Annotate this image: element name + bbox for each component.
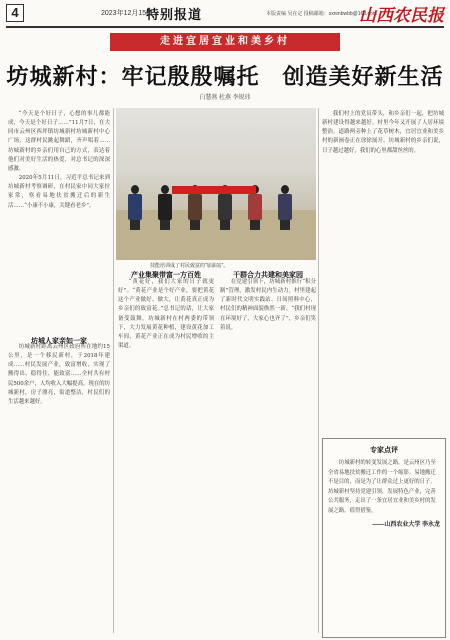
news-photo [116,108,316,260]
subheading-3: 干群合力共建和美家园 [233,272,303,279]
subheading-1: 坊城人家亲如一家 [31,338,87,345]
person-figure [128,185,142,230]
column-rule [113,108,114,633]
body-paragraph: 在党建引领下，坊城新村推行“积分制”管理，激发村民内生动力。村里建起了新时代文明实践站、日间照料中心，村民们的精神面貌焕然一新。“我们村现在环境好了，大家心也齐了”，乡亲们笑着说。 [220,279,316,331]
box-author: ——山西农业大学 李永龙 [372,521,440,528]
topic-banner: 走进宜居宜业和美乡村 [110,33,340,51]
issue-date: 2023年12月15日 [101,10,154,17]
page-number: 4 [6,4,24,22]
intro-paragraph-2: 2020年5月11日，习近平总书记来到坊城新村考察调研，在村民家中同大家拉家常，察看易地扶贫搬迁后的新生活……“小康不小康，关键看老乡”。 [8,175,110,209]
expert-comment-box [322,438,446,638]
box-text: 坊城新村的转变发展之路，是云州区乃至全省易地扶贫搬迁工作的一个缩影。易地搬迁不是目的，而是为了让群众过上更好的日子。坊城新村坚持党建引领，发展特色产业，完善公共服务，走出了一条宜居宜业和美乡村的发展之路，值得借鉴。 [328,460,436,514]
photo-caption: 技能培训成了村民致富的“加油站”。 [150,263,229,269]
middle-column [118,278,214,633]
red-banner [172,186,256,194]
page-header [6,4,444,24]
editor-line: 本版责编 吴在定 投稿邮箱：sxnmbwbb@163.com [266,11,377,17]
right-column [322,110,444,430]
subheading-2: 产业集聚带富一方百姓 [131,272,201,279]
body-paragraph: 坊城新村距离云州区政府所在地约15公里，是一个移民新村，于2018年建成……村民发展产业，致富增收，实现了搬得出、稳得住、能致富……全村共有村民500余户，人均收入大幅提高。现在的坊城新村，房子漂亮，街道整洁，村民们的生活越来越好。 [8,344,110,405]
body-paragraph: 我们村上的党员带头，和乡亲们一起，把坊城新村建设得越来越好。村里今年又开展了人居环境整治，道路两旁种上了花草树木，宜居宜业和美乡村的新画卷正在徐徐展开。坊城新村的乡亲们说，日子越过越好，我们的心里都甜丝丝的。 [322,111,444,154]
left-column [8,343,110,633]
body-paragraph: “黄花好，我们大家的日子就更好”。“黄花产业是个好产业，要把黄花这个产业做好、做大，让黄花真正成为乡亲们的致富花。”总书记的话，让大家备受鼓舞。坊城新村在村两委的带领下，大力发展黄花种植，建设黄花加工车间，黄花产业正在成为村民增收的主渠道。 [118,279,214,350]
column-rule [318,108,319,633]
person-figure [158,185,172,230]
byline: 白慧燕 杜燕 李锐玮 [199,95,251,101]
header-divider [6,26,444,28]
person-figure [278,185,292,230]
middle-column-2 [220,278,316,633]
headline: 坊城新村：牢记殷殷嘱托 创造美好新生活 [6,64,444,89]
intro-paragraph: “今天是个好日子，心想的事儿都能成，今天是个好日子……”11月7日，在大同市云州区西坪镇坊城新村坊城新村中心广场，这群村民跳起舞蹈，齐声唱着……坊城新村的乡亲们用自己的方式，表达着他们对美好生活的热爱，对总书记的深深感激。 [8,111,110,172]
box-title: 专家点评 [370,447,398,454]
intro-column [8,110,110,335]
section-title: 特别报道 [146,7,203,22]
newspaper-logo: 山西农民报 [359,6,444,26]
